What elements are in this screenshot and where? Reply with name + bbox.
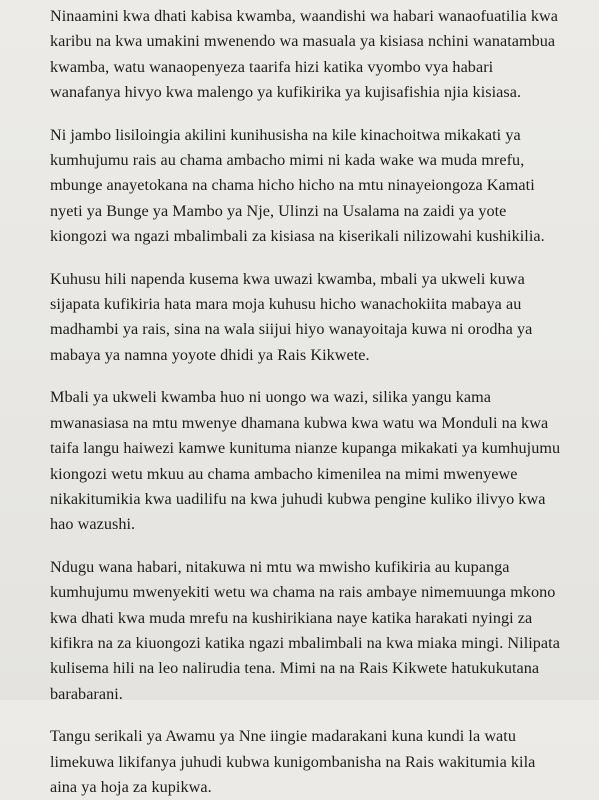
text-line: kifikra na za kiuongozi katika ngazi mbalimbali na kwa miaka mingi. Nilipata xyxy=(50,633,560,652)
text-line: Ni jambo lisiloingia akilini kunihusisha na kile kinachoitwa mikakati ya xyxy=(50,125,521,144)
text-line: madhambi ya rais, sina na wala siijui hiyo wanayoitaja kuwa ni orodha ya xyxy=(50,320,533,339)
text-line: sijapata kufikiria hata mara moja kuhusu hicho wanachokiita mabaya au xyxy=(50,295,522,314)
text-line: kumhujumu rais au chama ambacho mimi ni kada wake wa muda mrefu, xyxy=(50,151,525,170)
text-line: Kuhusu hili napenda kusema kwa uwazi kwamba, mbali ya ukweli kuwa xyxy=(50,269,525,288)
text-line: nikakitumikia kwa uadilifu na kwa juhudi kubwa pengine kuliko ilivyo kwa xyxy=(50,489,546,508)
text-line: Mbali ya ukweli kwamba huo ni uongo wa wazi, silika yangu kama xyxy=(50,388,491,407)
text-line: barabarani. xyxy=(50,684,123,703)
text-line: kulisema hili na leo nalirudia tena. Mimi na na Rais Kikwete hatukukutana xyxy=(50,659,540,678)
text-line: karibu na kwa umakini mwenendo wa masuala ya kisiasa nchini wanatambua xyxy=(50,32,556,51)
paragraph xyxy=(50,724,581,800)
text-line: nyeti ya Bunge ya Mambo ya Nje, Ulinzi na Usalama na zaidi ya yote xyxy=(50,201,507,220)
text-line: limekuwa likifanya juhudi kubwa kunigombanisha na Rais wakitumia kila xyxy=(50,752,536,771)
text-line: Tangu serikali ya Awamu ya Nne iingie madarakani kuna kundi la watu xyxy=(50,727,516,746)
text-line: mbunge anayetokana na chama hicho hicho na mtu ninayeiongoza Kamati xyxy=(50,176,535,195)
paragraph xyxy=(50,267,581,369)
text-line: kiongozi wa ngazi mbalimbali za kisiasa na kiserikali nilizowahi kushikilia. xyxy=(50,227,545,246)
text-line: Ndugu wana habari, nitakuwa ni mtu wa mwisho kufikiria au kupanga xyxy=(50,557,510,576)
text-line: mabaya ya namna yoyote dhidi ya Rais Kikwete. xyxy=(50,345,370,364)
text-line: mwanasiasa na mtu mwenye dhamana kubwa kwa watu wa Monduli na kwa xyxy=(50,413,549,432)
text-line: hao wazushi. xyxy=(50,515,136,534)
text-line: taifa langu haiwezi kamwe kunituma nianze kupanga mikakati ya kumhujumu xyxy=(50,439,561,458)
paragraph xyxy=(50,123,581,250)
paragraph xyxy=(50,555,581,707)
text-line: kiongozi wetu mkuu au chama ambacho kimenilea na mimi mwenyewe xyxy=(50,464,518,483)
text-line: kwa dhati kwa muda mrefu na kushirikiana naye katika harakati nyingi za xyxy=(50,608,533,627)
text-line: kwamba, watu wanaopenyeza taarifa hizi katika vyombo vya habari xyxy=(50,57,494,76)
paragraph xyxy=(50,4,581,106)
text-line: aina ya hoja za kupikwa. xyxy=(50,777,212,796)
text-line: wanafanya hivyo kwa malengo ya kufikirika ya kujisafishia njia kisiasa. xyxy=(50,83,522,102)
text-line: kumhujumu mwenyekiti wetu wa chama na rais ambaye nimemuunga mkono xyxy=(50,583,556,602)
text-line: Ninaamini kwa dhati kabisa kwamba, waandishi wa habari wanaofuatilia kwa xyxy=(50,7,558,25)
paragraph xyxy=(50,385,581,537)
